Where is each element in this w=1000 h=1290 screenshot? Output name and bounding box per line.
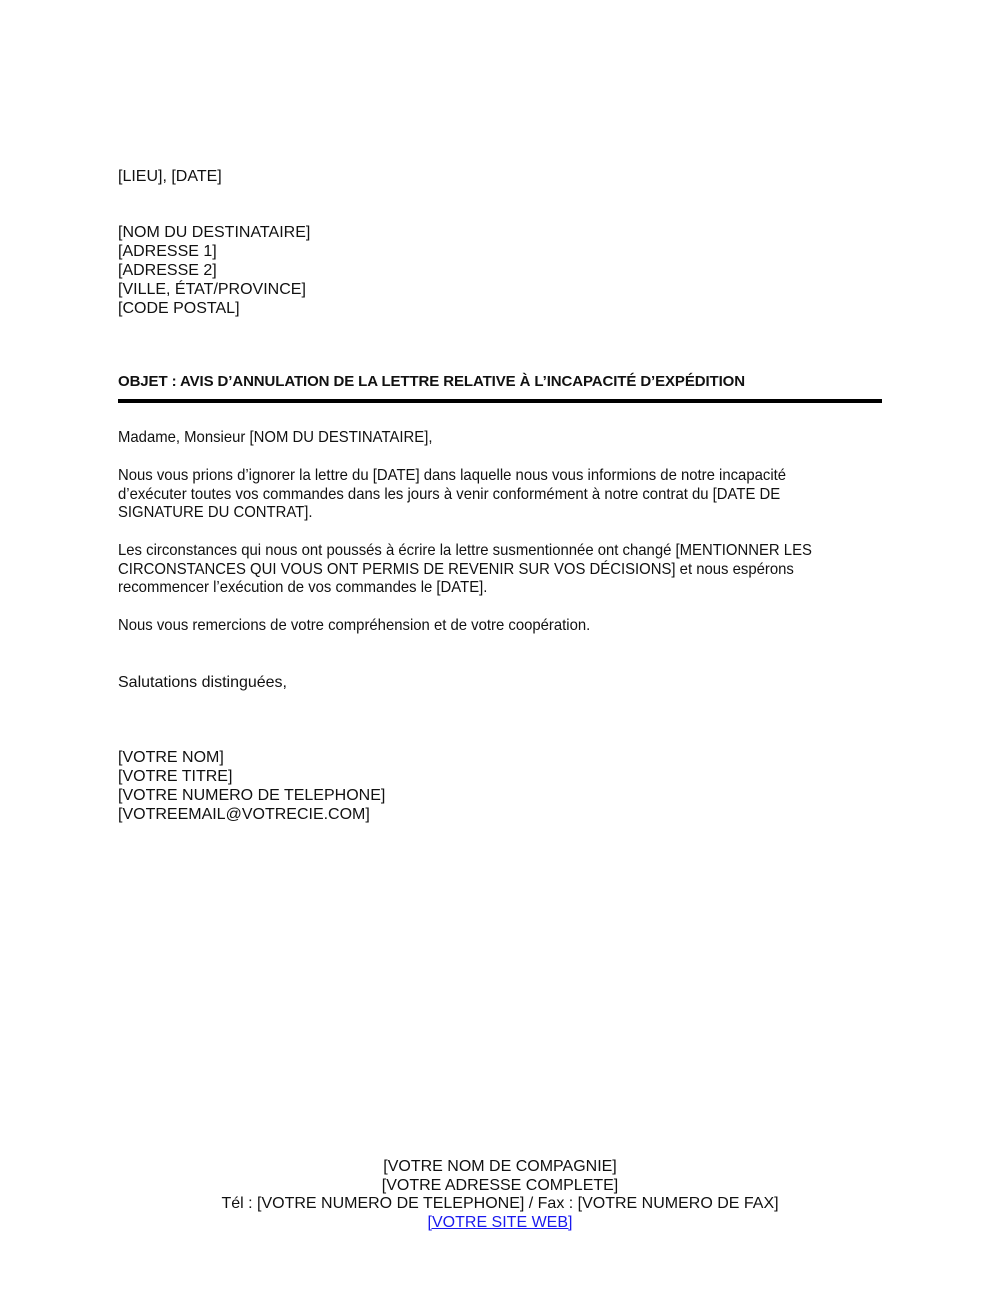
- footer: [0, 1158, 1000, 1232]
- salutation: Madame, Monsieur [NOM DU DESTINATAIRE],: [118, 429, 433, 446]
- closing: Salutations distinguées,: [118, 674, 287, 691]
- place-date: [LIEU], [DATE]: [118, 168, 222, 185]
- recipient-name: [NOM DU DESTINATAIRE]: [118, 224, 311, 241]
- recipient-address: [118, 223, 310, 318]
- recipient-city-state: [VILLE, ÉTAT/PROVINCE]: [118, 281, 306, 298]
- recipient-address2: [ADRESSE 2]: [118, 262, 217, 279]
- footer-contact: Tél : [VOTRE NUMERO DE TELEPHONE] / Fax : [VOTRE NUMERO DE FAX]: [221, 1195, 779, 1212]
- signature-title: [VOTRE TITRE]: [118, 768, 233, 785]
- paragraph-2: Les circonstances qui nous ont poussés à écrire la lettre susmentionnée ont changé [MENTIONNER LES CIRCONSTANCES QUI VOUS ONT PERMIS DE REVENIR SUR VOS DÉCISIONS] et nous espérons recommencer l’exécution de vos commandes le [DATE].: [118, 542, 812, 596]
- signature-email: [VOTREEMAIL@VOTRECIE.COM]: [118, 806, 370, 823]
- footer-company: [VOTRE NOM DE COMPAGNIE]: [383, 1158, 617, 1175]
- subject-divider: [118, 399, 882, 403]
- signature-phone: [VOTRE NUMERO DE TELEPHONE]: [118, 787, 386, 804]
- paragraph-3: Nous vous remercions de votre compréhension et de votre coopération.: [118, 617, 591, 634]
- subject-line: OBJET : AVIS D’ANNULATION DE LA LETTRE RELATIVE À L’INCAPACITÉ D’EXPÉDITION: [118, 373, 745, 390]
- footer-website-link[interactable]: [VOTRE SITE WEB]: [427, 1213, 573, 1231]
- footer-address: [VOTRE ADRESSE COMPLETE]: [381, 1176, 619, 1194]
- recipient-postal-code: [CODE POSTAL]: [118, 300, 240, 317]
- recipient-address1: [ADRESSE 1]: [118, 243, 217, 260]
- signature-name: [VOTRE NOM]: [118, 749, 224, 766]
- paragraph-1: Nous vous prions d’ignorer la lettre du [DATE] dans laquelle nous vous informions de notre incapacité d’exécuter toutes vos commandes dans les jours à venir conformément à notre contrat du [DATE DE SIGNATURE DU CONTRAT].: [118, 467, 787, 521]
- signature-block: [118, 748, 385, 824]
